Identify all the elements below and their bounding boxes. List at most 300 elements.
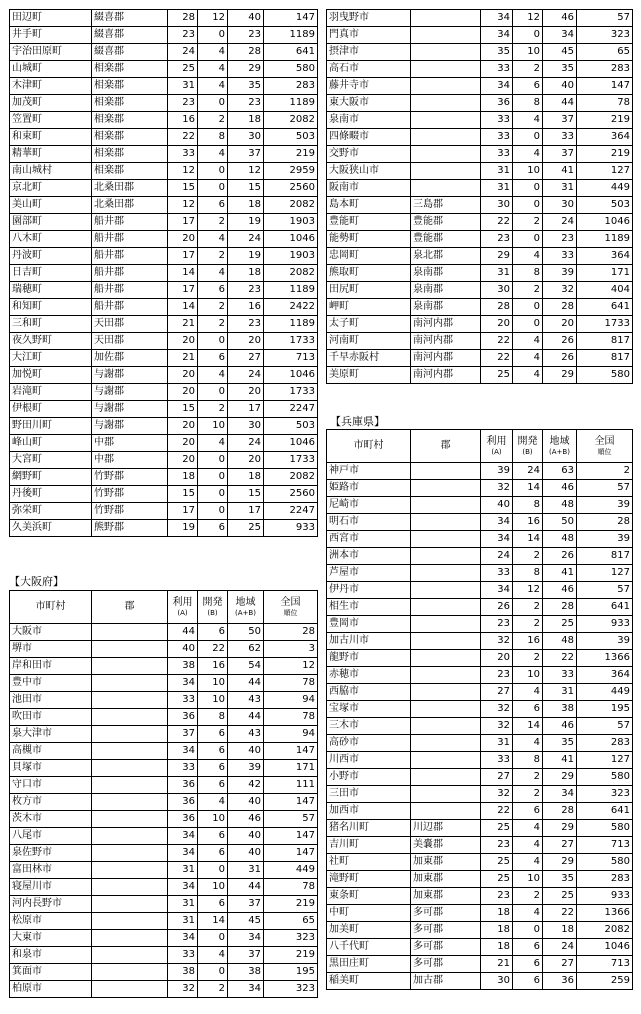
- cell-rank: 57: [264, 811, 318, 828]
- table-row: [10, 163, 318, 180]
- cell-rank: 147: [264, 828, 318, 845]
- table-row: [10, 675, 318, 692]
- cell-area: 31: [543, 684, 577, 701]
- cell-use: 15: [168, 401, 198, 418]
- cell-use: 32: [168, 981, 198, 998]
- cell-dev: 16: [513, 514, 543, 531]
- cell-rank: 111: [264, 777, 318, 794]
- cell-rank: 283: [264, 78, 318, 95]
- cell-district: [92, 624, 168, 641]
- table-row: [327, 248, 633, 265]
- cell-rank: 323: [577, 27, 633, 44]
- cell-rank: 2247: [264, 401, 318, 418]
- cell-district: [92, 930, 168, 947]
- cell-area: 22: [543, 905, 577, 922]
- cell-rank: 404: [577, 282, 633, 299]
- cell-area: 40: [228, 743, 264, 760]
- cell-city: 泉大津市: [10, 726, 92, 743]
- cell-rank: 195: [264, 964, 318, 981]
- cell-district: [92, 709, 168, 726]
- cell-dev: 0: [198, 452, 228, 469]
- cell-city: 加茂町: [10, 95, 92, 112]
- cell-area: 26: [543, 350, 577, 367]
- cell-rank: 1046: [264, 367, 318, 384]
- cell-use: 32: [481, 480, 513, 497]
- cell-district: [411, 786, 481, 803]
- cell-area: 34: [228, 981, 264, 998]
- cell-area: 18: [228, 197, 264, 214]
- cell-city: 芦屋市: [327, 565, 411, 582]
- cell-area: 24: [543, 214, 577, 231]
- cell-district: 与謝郡: [92, 401, 168, 418]
- cell-area: 41: [543, 163, 577, 180]
- cell-rank: 1733: [264, 452, 318, 469]
- cell-dev: 4: [198, 146, 228, 163]
- cell-area: 20: [228, 333, 264, 350]
- table-row: [10, 692, 318, 709]
- cell-area: 48: [543, 633, 577, 650]
- cell-use: 25: [481, 367, 513, 384]
- table-row: [327, 514, 633, 531]
- cell-area: 37: [543, 112, 577, 129]
- cell-dev: 4: [198, 44, 228, 61]
- cell-rank: 323: [577, 786, 633, 803]
- cell-rank: 449: [264, 862, 318, 879]
- table-row: [10, 27, 318, 44]
- cell-dev: 12: [513, 10, 543, 27]
- cell-area: 44: [228, 675, 264, 692]
- cell-city: 富田林市: [10, 862, 92, 879]
- cell-city: 京北町: [10, 180, 92, 197]
- cell-dev: 2: [198, 401, 228, 418]
- cell-district: 与謝郡: [92, 418, 168, 435]
- table-row: [327, 599, 633, 616]
- cell-use: 22: [168, 129, 198, 146]
- cell-area: 40: [228, 10, 264, 27]
- cell-area: 26: [543, 333, 577, 350]
- cell-area: 30: [228, 129, 264, 146]
- osaka-continued-table: [326, 9, 633, 384]
- cell-area: 35: [543, 735, 577, 752]
- kyoto-table: [9, 9, 318, 537]
- cell-use: 36: [168, 709, 198, 726]
- cell-district: 南河内郡: [411, 350, 481, 367]
- cell-city: 八千代町: [327, 939, 411, 956]
- table-row: [327, 905, 633, 922]
- cell-use: 33: [168, 146, 198, 163]
- cell-city: 中町: [327, 905, 411, 922]
- cell-use: 32: [481, 701, 513, 718]
- cell-district: [92, 743, 168, 760]
- table-row: [327, 922, 633, 939]
- cell-area: 23: [228, 316, 264, 333]
- cell-dev: 10: [198, 811, 228, 828]
- cell-area: 44: [228, 709, 264, 726]
- cell-rank: 641: [264, 44, 318, 61]
- cell-district: [411, 803, 481, 820]
- cell-city: 相生市: [327, 599, 411, 616]
- cell-dev: 0: [513, 316, 543, 333]
- cell-rank: 1189: [577, 231, 633, 248]
- cell-dev: 6: [513, 78, 543, 95]
- table-row: [327, 531, 633, 548]
- cell-dev: 4: [513, 905, 543, 922]
- cell-use: 28: [481, 299, 513, 316]
- cell-use: 14: [168, 265, 198, 282]
- cell-city: 山城町: [10, 61, 92, 78]
- table-row: [327, 888, 633, 905]
- table-row: [327, 718, 633, 735]
- cell-rank: 713: [577, 956, 633, 973]
- cell-district: [92, 692, 168, 709]
- cell-city: 尼崎市: [327, 497, 411, 514]
- cell-city: 洲本市: [327, 548, 411, 565]
- cell-rank: 219: [577, 146, 633, 163]
- cell-dev: 24: [513, 463, 543, 480]
- cell-district: [411, 95, 481, 112]
- cell-rank: 817: [577, 350, 633, 367]
- cell-use: 36: [168, 777, 198, 794]
- cell-district: [411, 531, 481, 548]
- cell-area: 23: [228, 27, 264, 44]
- cell-dev: 8: [513, 497, 543, 514]
- cell-city: 美山町: [10, 197, 92, 214]
- table-row: [10, 10, 318, 27]
- cell-city: 門真市: [327, 27, 411, 44]
- cell-district: [411, 684, 481, 701]
- table-row: [10, 44, 318, 61]
- cell-rank: 2082: [264, 112, 318, 129]
- cell-city: 伊根町: [10, 401, 92, 418]
- cell-city: 枚方市: [10, 794, 92, 811]
- table-row: [327, 265, 633, 282]
- cell-rank: 195: [577, 701, 633, 718]
- cell-area: 18: [228, 112, 264, 129]
- cell-area: 25: [543, 888, 577, 905]
- cell-area: 27: [228, 350, 264, 367]
- cell-dev: 6: [198, 828, 228, 845]
- cell-city: 峰山町: [10, 435, 92, 452]
- table-row: [10, 981, 318, 998]
- cell-dev: 4: [198, 367, 228, 384]
- cell-use: 24: [168, 44, 198, 61]
- cell-city: 野田川町: [10, 418, 92, 435]
- cell-use: 31: [481, 163, 513, 180]
- table-row: [10, 624, 318, 641]
- cell-city: 三和町: [10, 316, 92, 333]
- cell-dev: 0: [513, 129, 543, 146]
- cell-area: 27: [543, 837, 577, 854]
- cell-district: 船井郡: [92, 282, 168, 299]
- cell-district: 加佐郡: [92, 350, 168, 367]
- cell-district: 南河内郡: [411, 367, 481, 384]
- cell-area: 45: [228, 913, 264, 930]
- cell-dev: 2: [513, 769, 543, 786]
- cell-area: 20: [228, 384, 264, 401]
- cell-use: 22: [481, 803, 513, 820]
- cell-use: 20: [481, 650, 513, 667]
- table-row: [10, 384, 318, 401]
- cell-rank: 78: [264, 709, 318, 726]
- cell-use: 34: [168, 828, 198, 845]
- cell-rank: 817: [577, 548, 633, 565]
- cell-district: [411, 78, 481, 95]
- cell-use: 31: [481, 180, 513, 197]
- table-row: [10, 418, 318, 435]
- cell-dev: 0: [198, 930, 228, 947]
- cell-use: 38: [168, 658, 198, 675]
- cell-rank: 1733: [264, 384, 318, 401]
- cell-use: 38: [168, 964, 198, 981]
- cell-area: 23: [543, 231, 577, 248]
- cell-dev: 0: [513, 299, 543, 316]
- cell-area: 25: [228, 520, 264, 537]
- table-row: [327, 735, 633, 752]
- cell-dev: 6: [198, 743, 228, 760]
- cell-dev: 4: [513, 350, 543, 367]
- cell-city: 岩滝町: [10, 384, 92, 401]
- table-row: [327, 837, 633, 854]
- header-area: 地域 (A+B): [543, 430, 577, 463]
- cell-dev: 0: [513, 27, 543, 44]
- cell-city: 河内長野市: [10, 896, 92, 913]
- cell-city: 島本町: [327, 197, 411, 214]
- cell-rank: 933: [264, 520, 318, 537]
- cell-dev: 6: [198, 726, 228, 743]
- cell-area: 35: [543, 61, 577, 78]
- cell-use: 34: [481, 531, 513, 548]
- cell-use: 18: [481, 905, 513, 922]
- cell-city: 泉佐野市: [10, 845, 92, 862]
- table-row: [10, 61, 318, 78]
- cell-dev: 4: [513, 367, 543, 384]
- cell-district: [92, 726, 168, 743]
- cell-district: [92, 845, 168, 862]
- table-row: [10, 743, 318, 760]
- table-header-row: [10, 591, 318, 624]
- cell-dev: 0: [198, 964, 228, 981]
- cell-rank: 28: [577, 514, 633, 531]
- cell-rank: 641: [577, 803, 633, 820]
- cell-dev: 0: [513, 231, 543, 248]
- table-row: [10, 129, 318, 146]
- cell-dev: 4: [198, 435, 228, 452]
- cell-rank: 147: [264, 10, 318, 27]
- cell-use: 17: [168, 214, 198, 231]
- cell-dev: 2: [198, 299, 228, 316]
- cell-use: 33: [481, 565, 513, 582]
- cell-rank: 147: [264, 743, 318, 760]
- cell-city: 交野市: [327, 146, 411, 163]
- cell-rank: 1733: [577, 316, 633, 333]
- cell-dev: 2: [198, 316, 228, 333]
- cell-district: [411, 582, 481, 599]
- cell-district: 加古郡: [411, 973, 481, 990]
- cell-use: 31: [168, 78, 198, 95]
- cell-area: 26: [543, 548, 577, 565]
- cell-dev: 6: [198, 896, 228, 913]
- table-row: [327, 367, 633, 384]
- cell-district: [411, 769, 481, 786]
- cell-district: 泉北郡: [411, 248, 481, 265]
- header-district: 郡: [92, 591, 168, 624]
- cell-city: 美原町: [327, 367, 411, 384]
- cell-city: 大東市: [10, 930, 92, 947]
- table-row: [10, 486, 318, 503]
- cell-city: 瑞穂町: [10, 282, 92, 299]
- cell-use: 20: [168, 384, 198, 401]
- cell-district: 泉南郡: [411, 265, 481, 282]
- cell-area: 33: [543, 248, 577, 265]
- cell-use: 33: [168, 947, 198, 964]
- cell-dev: 4: [513, 112, 543, 129]
- cell-rank: 219: [264, 896, 318, 913]
- table-row: [10, 214, 318, 231]
- cell-district: [92, 981, 168, 998]
- table-row: [327, 667, 633, 684]
- cell-dev: 0: [198, 384, 228, 401]
- cell-dev: 12: [198, 10, 228, 27]
- cell-dev: 6: [198, 777, 228, 794]
- table-row: [327, 95, 633, 112]
- cell-rank: 580: [577, 769, 633, 786]
- cell-dev: 10: [198, 879, 228, 896]
- cell-dev: 6: [198, 845, 228, 862]
- cell-dev: 14: [513, 718, 543, 735]
- cell-rank: 127: [577, 752, 633, 769]
- cell-rank: 580: [264, 61, 318, 78]
- cell-dev: 0: [198, 862, 228, 879]
- cell-area: 33: [543, 129, 577, 146]
- cell-area: 50: [543, 514, 577, 531]
- table-row: [10, 947, 318, 964]
- cell-city: 和知町: [10, 299, 92, 316]
- cell-area: 12: [228, 163, 264, 180]
- cell-dev: 4: [513, 333, 543, 350]
- cell-area: 17: [228, 503, 264, 520]
- cell-rank: 2082: [264, 469, 318, 486]
- cell-area: 23: [228, 95, 264, 112]
- cell-city: 滝野町: [327, 871, 411, 888]
- cell-dev: 2: [513, 650, 543, 667]
- cell-district: [411, 44, 481, 61]
- cell-city: 柏原市: [10, 981, 92, 998]
- cell-use: 33: [168, 760, 198, 777]
- cell-area: 28: [543, 599, 577, 616]
- table-row: [327, 752, 633, 769]
- table-row: [327, 786, 633, 803]
- cell-rank: 503: [577, 197, 633, 214]
- table-row: [327, 129, 633, 146]
- cell-district: 北桑田郡: [92, 197, 168, 214]
- cell-city: 丹波町: [10, 248, 92, 265]
- cell-use: 24: [481, 548, 513, 565]
- cell-use: 34: [481, 582, 513, 599]
- cell-use: 20: [168, 333, 198, 350]
- cell-area: 45: [543, 44, 577, 61]
- cell-area: 46: [543, 582, 577, 599]
- cell-city: 和束町: [10, 129, 92, 146]
- cell-rank: 580: [577, 367, 633, 384]
- cell-district: 船井郡: [92, 265, 168, 282]
- cell-use: 30: [481, 282, 513, 299]
- cell-rank: 127: [577, 163, 633, 180]
- cell-city: 岸和田市: [10, 658, 92, 675]
- cell-city: 豊能町: [327, 214, 411, 231]
- cell-district: [411, 129, 481, 146]
- cell-use: 22: [481, 214, 513, 231]
- cell-use: 34: [168, 743, 198, 760]
- cell-district: 天田郡: [92, 333, 168, 350]
- cell-area: 18: [228, 469, 264, 486]
- cell-area: 39: [543, 265, 577, 282]
- cell-district: [92, 964, 168, 981]
- cell-city: 岬町: [327, 299, 411, 316]
- table-row: [10, 658, 318, 675]
- cell-district: 加東郡: [411, 854, 481, 871]
- cell-city: 伊丹市: [327, 582, 411, 599]
- cell-use: 31: [481, 735, 513, 752]
- cell-use: 22: [481, 333, 513, 350]
- cell-area: 29: [543, 769, 577, 786]
- cell-rank: 503: [264, 129, 318, 146]
- cell-district: [411, 480, 481, 497]
- cell-rank: 171: [577, 265, 633, 282]
- table-row: [327, 44, 633, 61]
- cell-district: 熊野郡: [92, 520, 168, 537]
- cell-district: [92, 675, 168, 692]
- cell-city: 堺市: [10, 641, 92, 658]
- cell-area: 46: [228, 811, 264, 828]
- cell-dev: 0: [198, 333, 228, 350]
- cell-dev: 6: [198, 282, 228, 299]
- cell-area: 50: [228, 624, 264, 641]
- cell-district: 船井郡: [92, 248, 168, 265]
- cell-dev: 22: [198, 641, 228, 658]
- cell-dev: 6: [513, 956, 543, 973]
- cell-city: 小野市: [327, 769, 411, 786]
- cell-rank: 147: [264, 794, 318, 811]
- cell-dev: 0: [513, 197, 543, 214]
- cell-area: 42: [228, 777, 264, 794]
- cell-area: 34: [228, 930, 264, 947]
- cell-rank: 65: [264, 913, 318, 930]
- cell-dev: 4: [198, 947, 228, 964]
- cell-district: [411, 735, 481, 752]
- cell-area: 37: [228, 896, 264, 913]
- cell-area: 40: [228, 828, 264, 845]
- cell-use: 33: [481, 129, 513, 146]
- cell-area: 29: [543, 820, 577, 837]
- cell-dev: 4: [198, 78, 228, 95]
- cell-city: 井手町: [10, 27, 92, 44]
- cell-city: 大宮町: [10, 452, 92, 469]
- cell-use: 17: [168, 503, 198, 520]
- table-row: [10, 112, 318, 129]
- cell-city: 高槻市: [10, 743, 92, 760]
- table-row: [10, 828, 318, 845]
- cell-dev: 6: [513, 973, 543, 990]
- cell-rank: 641: [577, 599, 633, 616]
- cell-rank: 65: [577, 44, 633, 61]
- table-row: [10, 811, 318, 828]
- cell-dev: 14: [513, 480, 543, 497]
- cell-rank: 323: [264, 981, 318, 998]
- cell-use: 37: [168, 726, 198, 743]
- cell-district: [411, 61, 481, 78]
- cell-district: 綴喜郡: [92, 44, 168, 61]
- table-row: [327, 956, 633, 973]
